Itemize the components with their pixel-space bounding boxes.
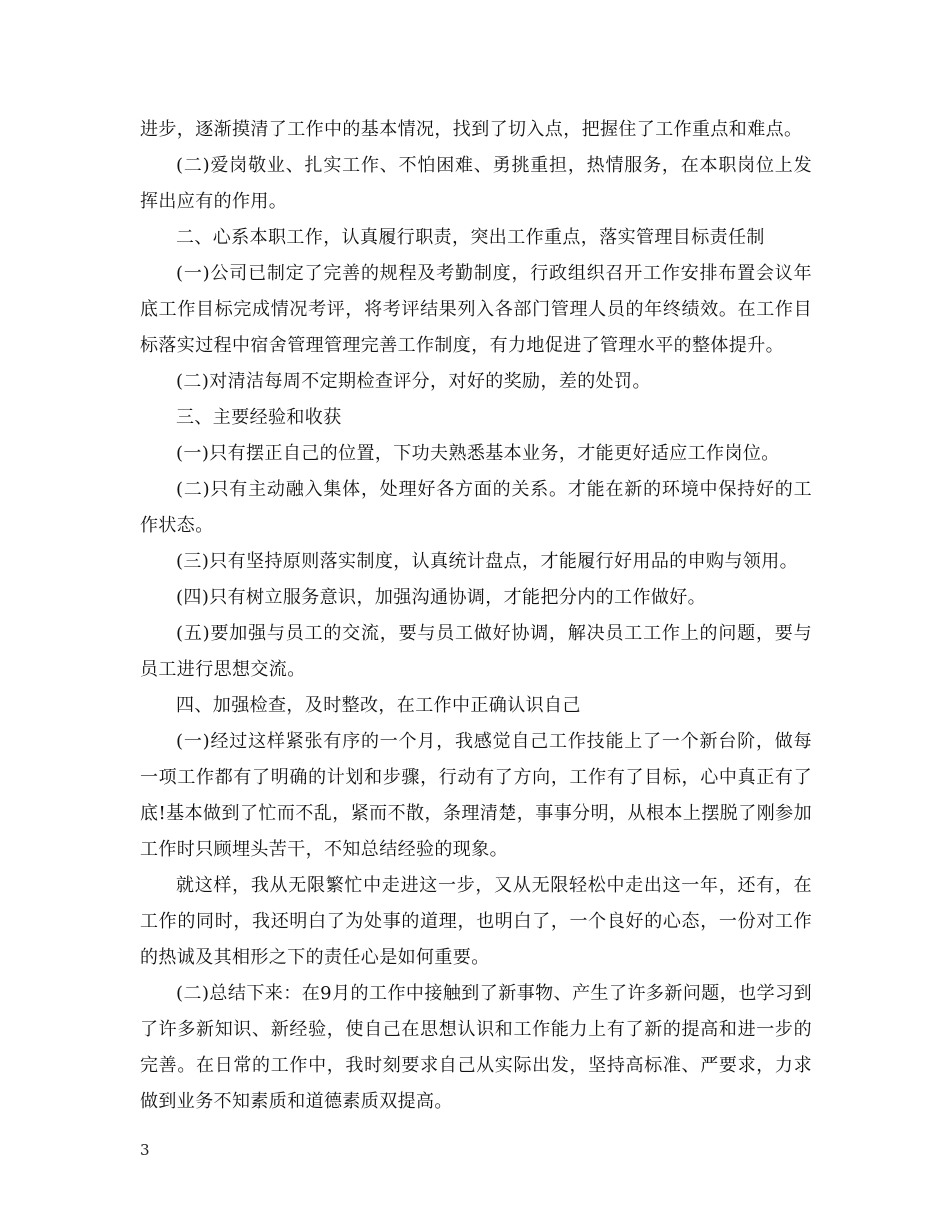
paragraph: 就这样，我从无限繁忙中走进这一步，又从无限轻松中走出这一年，还有，在工作的同时，我还明白了为处事的道理，也明白了，一个良好的心态，一份对工作的热诚及其相形之下的责任心是如何重要。 xyxy=(140,875,812,968)
document-body xyxy=(140,112,812,1120)
paragraph: (一)公司已制定了完善的规程及考勤制度，行政组织召开工作安排布置会议年底工作目标完成情况考评，将考评结果列入各部门管理人员的年终绩效。在工作目标落实过程中宿舍管理管理完善工作制度，有力地促进了管理水平的整体提升。 xyxy=(140,263,812,356)
paragraph: (二)只有主动融入集体，处理好各方面的关系。才能在新的环境中保持好的工作状态。 xyxy=(140,479,812,536)
section-heading: 二、心系本职工作，认真履行职责，突出工作重点，落实管理目标责任制 xyxy=(176,227,765,248)
paragraph: (二)总结下来：在9月的工作中接触到了新事物、产生了许多新问题，也学习到了许多新知识、新经验，使自己在思想认识和工作能力上有了新的提高和进一步的完善。在日常的工作中，我时刻要求自己从实际出发，坚持高标准、严要求，力求做到业务不知素质和道德素质双提高。 xyxy=(140,983,812,1112)
paragraph: (一)经过这样紧张有序的一个月，我感觉自己工作技能上了一个新台阶，做每一项工作都有了明确的计划和步骤，行动有了方向，工作有了目标，心中真正有了底!基本做到了忙而不乱，紧而不散，条理清楚，事事分明，从根本上摆脱了刚参加工作时只顾埋头苦干，不知总结经验的现象。 xyxy=(140,731,812,860)
paragraph: (五)要加强与员工的交流，要与员工做好协调，解决员工工作上的问题，要与员工进行思想交流。 xyxy=(140,623,812,680)
page-number: 3 xyxy=(140,1141,150,1159)
paragraph: (一)只有摆正自己的位置，下功夫熟悉基本业务，才能更好适应工作岗位。 xyxy=(176,443,780,464)
section-heading: 四、加强检查，及时整改，在工作中正确认识自己 xyxy=(176,695,581,716)
paragraph: 进步，逐渐摸清了工作中的基本情况，找到了切入点，把握住了工作重点和难点。 xyxy=(140,119,803,140)
section-heading: 三、主要经验和收获 xyxy=(176,407,342,428)
paragraph: (四)只有树立服务意识，加强沟通协调，才能把分内的工作做好。 xyxy=(176,587,707,608)
paragraph: (三)只有坚持原则落实制度，认真统计盘点，才能履行好用品的申购与领用。 xyxy=(176,551,799,572)
paragraph: (二)爱岗敬业、扎实工作、不怕困难、勇挑重担，热情服务，在本职岗位上发挥出应有的作用。 xyxy=(140,155,812,212)
paragraph: (二)对清洁每周不定期检查评分，对好的奖励，差的处罚。 xyxy=(176,371,651,392)
